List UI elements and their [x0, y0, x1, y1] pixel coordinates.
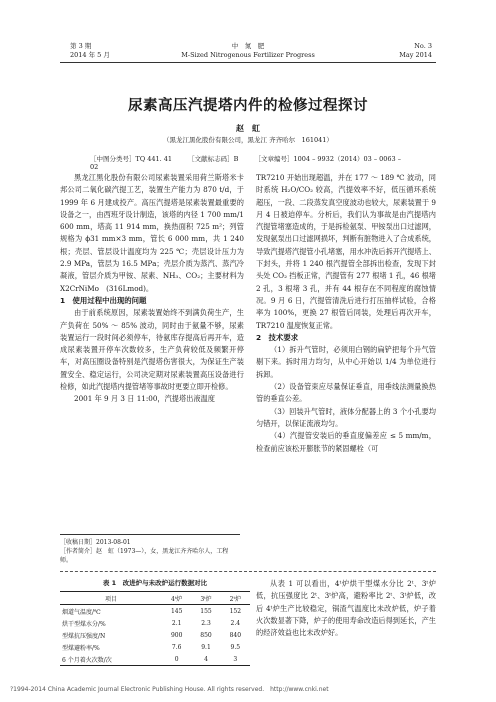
table-cell: 型煤避粉率/% [62, 644, 100, 652]
table-1-caption: 表 1 改进炉与未改炉运行数据对比 [102, 579, 208, 587]
doc-code: ［文献标志码］B [188, 155, 239, 163]
table-header-cell: 4ᵗ炉 [162, 592, 191, 605]
page-title: 尿素高压汽提塔内件的检修过程探讨 [128, 98, 368, 114]
table-row [60, 605, 250, 618]
article-separator [60, 571, 436, 572]
header-no-en: No. 3 [414, 42, 432, 50]
table-cell: 7.6 [171, 643, 182, 651]
table-cell: 烘干型煤水分/% [62, 620, 106, 628]
table-cell: 2.4 [230, 619, 241, 627]
table-header-cell: 项目 [60, 592, 162, 605]
section-1-paragraph: 由于前系统原因，尿素装置始终不到满负荷生产，生产负荷在 50% ～ 85% 波动，同时由于氨量不够，尿素装置运行一段时间必须停车，待氨库存提高后再开车，造成尿素装置开停车次数较多，生产负荷较低及频繁开停车，对高压圈设备特别是汽提塔伤害很大，为保证生产装置安全、稳定运行，公司决定期对尿素装置高压设备进行检修，如此汽提塔内提管堵等事故时更要立即开检修。 [60, 308, 244, 392]
header-issue-block [70, 42, 110, 60]
requirement-3: （3）回装升气管时，液体分配器上的 3 个小孔要均匀错开，以保证流液均匀。 [256, 406, 436, 428]
table-row [60, 617, 250, 629]
requirement-1: （1）拆升气管时，必须用白钢的扁铲把每个升气管剔下来。拆时用力均匀，从中心开始以 1/4 为单位进行拆卸。 [256, 345, 436, 379]
table-row [60, 641, 250, 653]
table-cell: 155 [200, 607, 212, 615]
table-1-block [60, 578, 250, 666]
table-cell: 9.5 [230, 643, 241, 651]
table-cell: 3 [221, 653, 250, 666]
section-2-heading: 2 技术要求 [256, 332, 299, 342]
section-1-heading: 1 使用过程中出现的问题 [60, 295, 147, 305]
affiliation: （黑龙江黑化股份有限公司，黑龙江 齐齐哈尔 161041） [163, 136, 333, 144]
section-1-paragraph-2: 2001 年 9 月 3 日 11:00，汽提塔出液温度 [74, 394, 215, 404]
table-cell: 烟道气温度/℃ [62, 608, 101, 616]
copyright-footer: ?1994-2014 China Academic Journal Electronic Publishing House. All rights reserved. http://www.cnki.net [10, 686, 329, 693]
header-journal-cn: 中 氮 肥 [231, 42, 265, 50]
table-cell: 2.3 [201, 619, 211, 627]
table-header-row [60, 592, 250, 605]
table-cell: 840 [229, 631, 242, 639]
table-cell: 2.1 [171, 619, 182, 627]
table-header-cell: 3ᵗ炉 [191, 592, 220, 605]
table-cell: 9.1 [201, 643, 211, 651]
left-column [60, 172, 244, 406]
table-row [60, 653, 250, 666]
table-cell: 0 [162, 653, 191, 666]
header-date-en: May 2014 [399, 51, 432, 59]
table-header-cell: 2ᵗ炉 [221, 592, 250, 605]
right-bottom-column [256, 578, 436, 639]
header-rule [60, 62, 436, 63]
table-cell: 850 [200, 631, 212, 639]
right-column [256, 172, 436, 455]
header-journal-en: M-Sized Nitrogenous Fertilizer Progress [181, 51, 315, 59]
header-number-block [370, 42, 432, 60]
header-date: 2014 年 5 月 [70, 51, 110, 59]
right-paragraph-1: TR7210 开始出现超温，并在 177 ～ 189 ℃ 波动，同时系统 H₂O/CO₂ 较高，汽提效率不好，低压循环系统超压，一段、二段蒸发真空度波动也较大，尿素装置于 9 月 4 日被迫停车。分析后，我们认为事故是由汽提塔内汽提管堵塞造成的，于是拆检氨泵、甲铵泵出口过滤网，发现氨泵出口过滤网损坏，判断有脏物进入了合成系统，导致汽提塔汽提管小孔堵塞，用水冲洗后拆开汽提塔上、下封头，并将 1 240 根汽提管全部拆出检查，发现下封头处 CO₂ 挡板正常，汽提管有 277 根堵 1 孔，46 根堵 2 孔，3 根堵 3 孔，并有 44 根存在不同程度的腐蚀情况。9 月 6 日，汽提管清洗后进行打压抽样试验，合格率为 100%，更换 27 根管后同装，处理后再次开车，TR7210 温度恢复正常。 [256, 173, 436, 330]
received-date: ［收稿日期］2013-08-01 [60, 539, 131, 546]
table-row [60, 629, 250, 641]
table-1 [60, 591, 250, 666]
requirement-4: （4）汽提管安装后的垂直度偏差应 ≤ 5 mm/m，检查前应该松开膨胀节的紧固螺栓（可 [256, 431, 436, 453]
header-journal-block [148, 42, 348, 60]
author-bio: ［作者简介］赵 虹（1973—），女，黑龙江齐齐哈尔人，工程师。 [60, 548, 229, 564]
article-number: ［文章编号］1004 – 9932（2014）03 – 0063 – 02 [90, 155, 402, 171]
requirement-2: （2）设备管束应尽量保证垂直，用垂线法测量换热管的垂直公差。 [256, 382, 436, 404]
clc-number: ［中图分类号］TQ 441. 41 [90, 155, 173, 163]
table-cell: 145 [170, 607, 183, 615]
table-cell: 4 [191, 653, 220, 666]
conclusion-paragraph: 从表 1 可以看出，4ᵗ炉烘干型煤水分比 2ᵗ、3ᵗ炉低，抗压强度比 2ᵗ、3ᵗ炉高，避粉率比 2ᵗ、3ᵗ炉低，改后 4ᵗ炉生产比较稳定，锅渣气温度比未改炉低，炉子着火次数显著下降，炉子的使用寿命改造后得到延长，产生的经济效益也比未改炉好。 [256, 579, 436, 638]
header-issue: 第 3 期 [70, 42, 92, 50]
table-cell: 型煤抗压强度/N [62, 632, 106, 640]
table-cell: 152 [229, 607, 242, 615]
table-cell: 6 个月着火次数/次 [60, 653, 162, 666]
table-cell: 900 [170, 631, 183, 639]
classification-line [90, 154, 420, 171]
author: 赵 虹 [236, 123, 260, 133]
footnote-block [60, 534, 240, 565]
intro-paragraph: 黑龙江黑化股份有限公司尿素装置采用荷兰斯塔米卡邦公司二氧化碳汽提工艺，装置生产能力为 870 t/d，于 1999 年 6 月建成投产。高压汽提塔是尿素装置最重要的设备之一，由西班牙设计制造，该塔的内径 1 700 mm/1 600 mm，塔高 11 914 mm，换热面积 725 m²；列管规格为 ϕ31 mm×3 mm，管长 6 000 mm，共 1 240 根；壳层、管层设计温度均为 225 ℃；壳层设计压力为 2.9 MPa，管层为 16.5 MPa；壳层介质为蒸汽、蒸汽冷凝液，管层介质为甲铵、尿素、NH₃、CO₂；主要材料为 X2CrNiMo (316Lmod)。 [60, 173, 244, 293]
